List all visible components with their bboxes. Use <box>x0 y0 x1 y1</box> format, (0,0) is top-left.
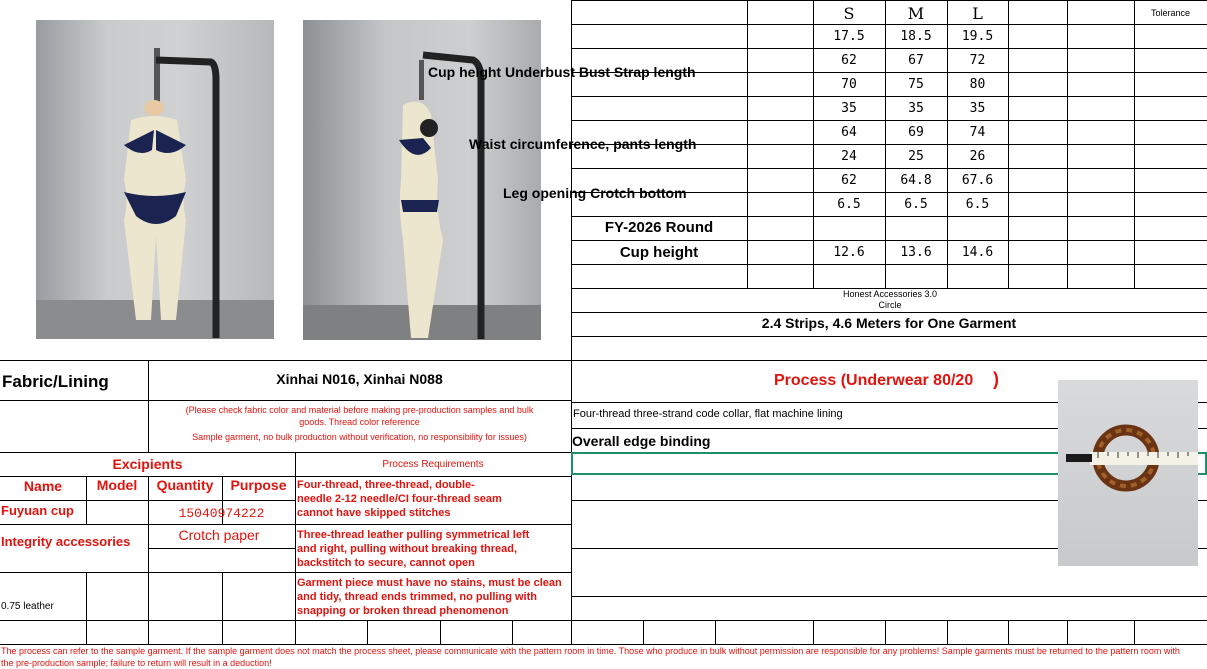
size-value: 62 <box>841 173 857 188</box>
size-value: 18.5 <box>900 29 932 44</box>
size-value: 6.5 <box>904 197 928 212</box>
process-requirements-header: Process Requirements <box>382 459 484 470</box>
size-m-header: M <box>907 4 925 23</box>
size-value: 14.6 <box>961 245 994 260</box>
size-value: 80 <box>969 77 986 92</box>
accessories-title: Honest Accessories 3.0 <box>842 289 938 299</box>
item-1-quantity: 15040974222 <box>178 506 265 521</box>
accessories-subtitle: Circle <box>878 300 902 310</box>
item-2-purpose: Crotch paper <box>178 527 260 543</box>
fabric-note-1: (Please check fabric color and material before making pre-production samples and bulk <box>185 405 534 415</box>
accessories-strips: 2.4 Strips, 4.6 Meters for One Garment <box>761 315 1017 331</box>
front-view-photo <box>36 20 274 339</box>
process-title-bracket: ) <box>993 369 999 389</box>
fabric-label: Fabric/Lining <box>2 372 109 391</box>
ring-with-tape-illustration <box>1058 380 1198 566</box>
measure-label-leg: Leg opening Crotch bottom <box>503 185 687 201</box>
fabric-note-2: goods. Thread color reference <box>299 417 420 427</box>
fabric-value: Xinhai N016, Xinhai N088 <box>276 371 443 387</box>
size-value: 6.5 <box>837 197 861 212</box>
cup-height-label: Cup height <box>619 244 699 261</box>
mannequin-front-illustration <box>36 20 274 339</box>
size-value: 67 <box>908 53 924 68</box>
requirement-2: Three-thread leather pulling symmetrical left and right, pulling without breaking thread, backstitch to secure, cannot open <box>297 529 530 569</box>
size-value: 70 <box>841 77 857 92</box>
col-name-header: Name <box>23 478 63 494</box>
size-value: 13.6 <box>900 245 932 260</box>
size-value: 72 <box>969 53 986 68</box>
item-3-name: 0.75 leather <box>1 601 54 612</box>
col-purpose-header: Purpose <box>230 477 287 493</box>
size-value: 64 <box>841 125 857 140</box>
size-value: 67.6 <box>961 173 994 188</box>
size-value: 35 <box>841 101 857 116</box>
process-line-2: Overall edge binding <box>572 433 711 449</box>
size-value: 17.5 <box>833 29 865 44</box>
fabric-note-3: Sample garment, no bulk production without verification, no responsibility for issues) <box>192 432 527 442</box>
size-value: 24 <box>841 149 857 164</box>
size-value: 64.8 <box>900 173 932 188</box>
col-model-header: Model <box>96 477 138 493</box>
size-value: 75 <box>908 77 924 92</box>
ring-accessory-photo <box>1058 380 1198 566</box>
tolerance-label: Tolerance <box>1150 8 1191 18</box>
item-1-name: Fuyuan cup <box>1 503 74 518</box>
item-2-name: Integrity accessories <box>1 534 131 549</box>
size-value: 25 <box>908 149 924 164</box>
size-value: 35 <box>969 101 986 116</box>
measure-label-waist: Waist circumference, pants length <box>469 136 697 152</box>
size-l-header: L <box>972 4 983 23</box>
size-value: 62 <box>841 53 857 68</box>
footer-note: The process can refer to the sample garment. If the sample garment does not match the process sheet, please communicate with the pattern room in time. Those who produce in bulk without permission are responsible for any problems! Sample garments must be returned to the pattern room with the pre-production sample; failure to return will result in a deduction! <box>1 646 1180 668</box>
process-line-1: Four-thread three-strand code collar, flat machine lining <box>573 408 843 420</box>
col-quantity-header: Quantity <box>156 477 214 493</box>
size-value: 74 <box>969 125 986 140</box>
process-title: Process (Underwear 80/20 <box>774 372 974 389</box>
size-value: 6.5 <box>965 197 990 212</box>
excipients-header: Excipients <box>112 456 183 472</box>
size-value: 12.6 <box>833 245 865 260</box>
round-label: FY-2026 Round <box>604 219 714 236</box>
size-value: 35 <box>908 101 924 116</box>
requirement-1: Four-thread, three-thread, double-needle 2-12 needle/CI four-thread seam cannot have skipped stitches <box>297 479 502 519</box>
size-value: 26 <box>969 149 986 164</box>
requirement-3: Garment piece must have no stains, must be clean and tidy, thread ends trimmed, no pulling with snapping or broken thread phenomenon <box>297 577 562 617</box>
measure-label-cup-bust: Cup height Underbust Bust Strap length <box>428 64 696 80</box>
size-value: 69 <box>908 125 924 140</box>
size-s-header: S <box>843 4 855 23</box>
size-value: 19.5 <box>961 29 994 44</box>
